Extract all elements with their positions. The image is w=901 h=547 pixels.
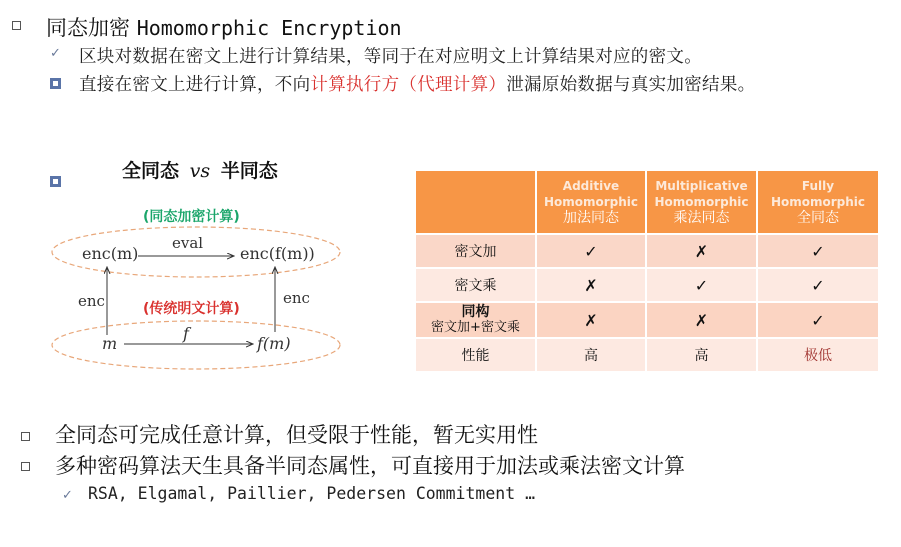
- table-header-fully: Fully Homomorphic 全同态: [757, 170, 879, 234]
- blue-square-bullet-icon: [50, 176, 61, 187]
- table-header-row: [415, 170, 879, 234]
- algorithm-list: RSA, Elgamal, Paillier, Pedersen Commitment …: [88, 484, 536, 503]
- hollow-square-bullet-icon: [21, 432, 30, 441]
- table-cell: ✓: [646, 268, 757, 302]
- table-cell: ✗: [646, 234, 757, 268]
- section-title-b: 半同态: [220, 160, 278, 182]
- intro-line-2-highlight: 计算执行方（代理计算）: [310, 75, 507, 95]
- table-cell: 极低: [757, 338, 879, 372]
- table-cell: ✓: [757, 234, 879, 268]
- table-row: [415, 234, 879, 268]
- arrow-eval-label: eval: [172, 234, 204, 252]
- homomorphic-diagram: [50, 200, 350, 370]
- section-title-vs: vs: [189, 160, 211, 182]
- table-cell: ✓: [757, 302, 879, 338]
- hollow-square-bullet-icon: [21, 462, 30, 471]
- intro-line-1: 区块对数据在密文上进行计算结果，等同于在对应明文上计算结果对应的密文。: [79, 47, 702, 67]
- row-label: 同构 密文加+密文乘: [415, 302, 536, 338]
- section-title-a: 全同态: [122, 160, 180, 182]
- table-row: [415, 268, 879, 302]
- arrow-enc-left-label: enc: [78, 292, 105, 310]
- check-icon: ✓: [62, 488, 73, 503]
- arrow-enc-right-label: enc: [283, 289, 310, 307]
- node-m: m: [102, 334, 118, 353]
- intro-line-2: [79, 71, 755, 96]
- table-header-multiplicative: Multiplicative Homomorphic 乘法同态: [646, 170, 757, 234]
- node-enc-fm: enc(f(m)): [240, 244, 315, 263]
- node-fm: f(m): [257, 334, 291, 353]
- table-row: [415, 338, 879, 372]
- label-homomorphic-computation: (同态加密计算): [143, 209, 240, 225]
- table-cell: ✗: [536, 268, 646, 302]
- conclusion-item-2: 多种密码算法天生具备半同态属性，可直接用于加法或乘法密文计算: [55, 454, 685, 478]
- table-cell: ✓: [757, 268, 879, 302]
- table-cell: ✗: [646, 302, 757, 338]
- hollow-square-bullet-icon: [12, 21, 21, 30]
- table-header-additive: Additive Homomorphic 加法同态: [536, 170, 646, 234]
- conclusion-item-1: 全同态可完成任意计算，但受限于性能，暂无实用性: [55, 423, 538, 447]
- row-label: 密文乘: [415, 268, 536, 302]
- label-plaintext-computation: (传统明文计算): [143, 301, 240, 317]
- section-title: [122, 156, 278, 183]
- intro-line-2-before: 直接在密文上进行计算，不向: [79, 75, 311, 95]
- title-en: Homomorphic Encryption: [136, 16, 402, 40]
- arrow-f-label: f: [183, 324, 189, 343]
- plaintext-domain-ellipse: [52, 321, 340, 369]
- table-cell: ✓: [536, 234, 646, 268]
- intro-line-2-after: 泄漏原始数据与真实加密结果。: [506, 75, 756, 95]
- comparison-table: [414, 169, 880, 373]
- table-cell: 高: [536, 338, 646, 372]
- check-icon: ✓: [50, 46, 61, 61]
- page-title: [46, 12, 402, 42]
- node-enc-m: enc(m): [82, 244, 139, 263]
- row-label: 密文加: [415, 234, 536, 268]
- blue-square-bullet-icon: [50, 78, 61, 89]
- title-cn: 同态加密: [46, 16, 130, 40]
- row-label: 性能: [415, 338, 536, 372]
- table-header-empty: [415, 170, 536, 234]
- table-cell: 高: [646, 338, 757, 372]
- table-cell: ✗: [536, 302, 646, 338]
- table-row: [415, 302, 879, 338]
